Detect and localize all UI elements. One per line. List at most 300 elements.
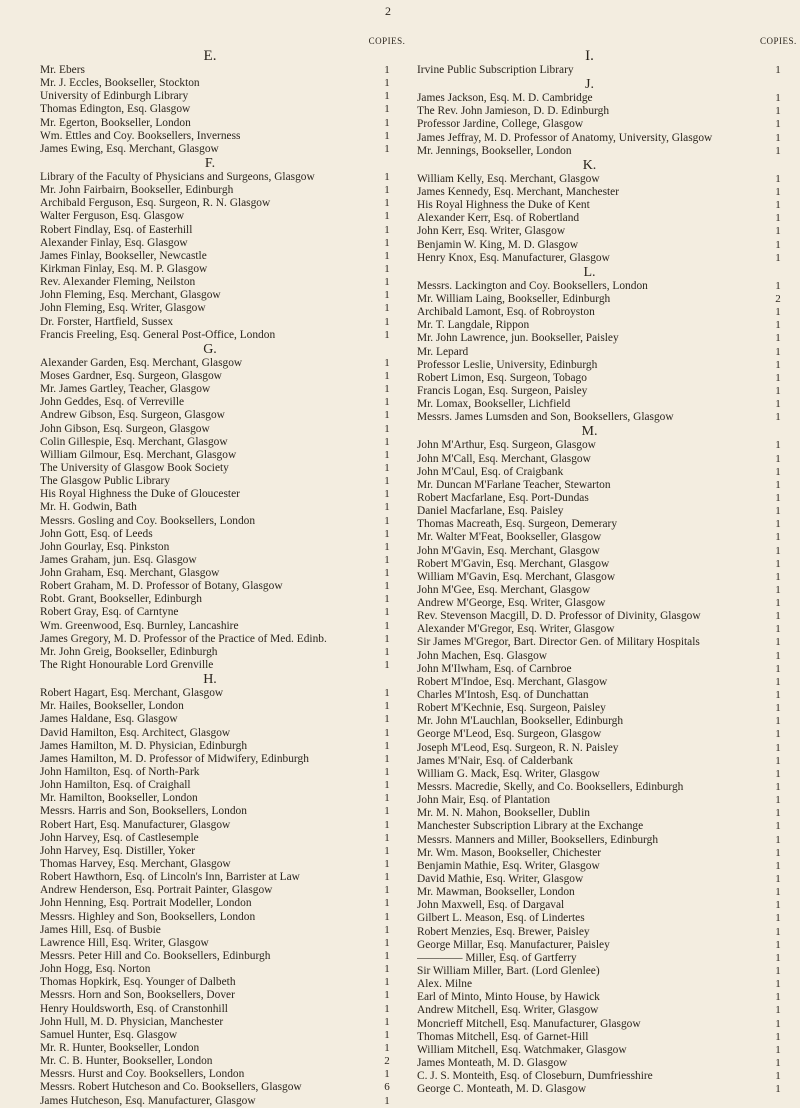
copies-count: 1 (775, 807, 781, 820)
copies-count: 1 (775, 610, 781, 623)
copies-count: 1 (775, 886, 781, 899)
subscriber-name: Henry Houldsworth, Esq. of Cranstonhill (40, 1002, 228, 1015)
copies-count: 1 (775, 92, 781, 105)
subscriber-name: Mr. J. Eccles, Bookseller, Stockton (40, 77, 200, 90)
copies-count: 1 (384, 262, 390, 275)
subscriber-name: Daniel Macfarlane, Esq. Paisley (417, 505, 564, 518)
copies-count: 1 (384, 923, 390, 936)
copies-count: 1 (384, 606, 390, 619)
subscriber-name: Professor Jardine, College, Glasgow (417, 118, 584, 131)
copies-count: 1 (775, 794, 781, 807)
subscriber-name: Library of the Faculty of Physicians and Surgeons, Glasgow (40, 170, 315, 183)
subscriber-name: Thomas Macreath, Esq. Surgeon, Demerary (417, 518, 618, 531)
subscriber-name: John Harvey, Esq. Distiller, Yoker (40, 844, 196, 857)
copies-count: 1 (775, 675, 781, 688)
subscriber-name: Robert Graham, M. D. Professor of Botany, Glasgow (40, 580, 283, 593)
copies-count: 1 (775, 358, 781, 371)
subscriber-name: John Mair, Esq. of Plantation (417, 794, 551, 807)
subscriber-name: Sir William Miller, Bart. (Lord Glenlee) (417, 965, 600, 977)
copies-count: 1 (775, 518, 781, 531)
subscriber-name: William Gilmour, Esq. Merchant, Glasgow (40, 448, 237, 461)
subscriber-name: Archibald Ferguson, Esq. Surgeon, R. N. Glasgow (40, 197, 271, 210)
subscriber-name: Alexander M'Gregor, Esq. Writer, Glasgow (417, 623, 615, 636)
subscriber-name: Kirkman Finlay, Esq. M. P. Glasgow (40, 262, 208, 275)
subscriber-name: James Hamilton, M. D. Professor of Midwifery, Edinburgh (40, 752, 309, 765)
subscriber-name: Messrs. James Lumsden and Son, Booksellers, Glasgow (417, 411, 674, 424)
subscriber-name: Samuel Hunter, Esq. Glasgow (40, 1028, 178, 1041)
copies-count: 1 (775, 597, 781, 610)
copies-count: 1 (775, 899, 781, 912)
copies-count: 1 (384, 302, 390, 315)
copies-count: 1 (384, 553, 390, 566)
subscriber-name: University of Edinburgh Library (40, 90, 189, 103)
copies-count: 1 (384, 580, 390, 593)
copies-count: 1 (775, 1017, 781, 1030)
section-letter: I. (585, 48, 594, 64)
subscriber-name: Alexander Garden, Esq. Merchant, Glasgow (40, 356, 243, 369)
copies-count: 1 (775, 319, 781, 332)
subscriber-name: Charles M'Intosh, Esq. of Dunchattan (417, 689, 589, 702)
subscriber-name: Robert Hart, Esq. Manufacturer, Glasgow (40, 818, 231, 831)
section-letter: F. (204, 155, 216, 171)
copies-count: 1 (775, 225, 781, 238)
copies-count: 1 (384, 1028, 390, 1041)
subscriber-name: James Finlay, Bookseller, Newcastle (40, 249, 207, 262)
subscriber-name: James Jeffray, M. D. Professor of Anatomy, University, Glasgow (417, 131, 713, 144)
copies-count: 1 (775, 1070, 781, 1083)
subscriber-name: Benjamin W. King, M. D. Glasgow (417, 238, 579, 251)
subscriber-name: Rev. Alexander Fleming, Neilston (40, 276, 196, 289)
copies-count: 1 (775, 715, 781, 728)
subscriber-name: Benjamin Mathie, Esq. Writer, Glasgow (417, 859, 600, 872)
subscriber-name: John M'Arthur, Esq. Surgeon, Glasgow (417, 439, 596, 452)
copies-count: 1 (384, 170, 390, 183)
subscriber-name: Andrew M'George, Esq. Writer, Glasgow (417, 597, 606, 610)
subscriber-name: David Mathie, Esq. Writer, Glasgow (417, 873, 584, 886)
section-letter: E. (203, 48, 217, 64)
subscriber-name: James Hutcheson, Esq. Manufacturer, Glasgow (40, 1094, 256, 1107)
subscriber-name: The University of Glasgow Book Society (40, 461, 229, 474)
copies-count: 1 (384, 435, 390, 448)
copies-count: 1 (384, 1002, 390, 1015)
copies-count: 1 (384, 475, 390, 488)
subscriber-name: Earl of Minto, Minto House, by Hawick (417, 991, 600, 1004)
subscriber-name: James M'Nair, Esq. of Calderbank (417, 754, 573, 767)
copies-count: 1 (384, 910, 390, 923)
copies-header: COPIES. (368, 36, 406, 46)
subscriber-name: The Rev. John Jamieson, D. D. Edinburgh (417, 105, 610, 118)
copies-count: 1 (384, 1015, 390, 1028)
copies-count: 1 (384, 844, 390, 857)
copies-count: 1 (775, 491, 781, 504)
left-copies-column (362, 34, 412, 1108)
subscriber-name: C. J. S. Monteith, Esq. of Closeburn, Dumfriesshire (417, 1070, 653, 1083)
copies-count: 1 (384, 1041, 390, 1054)
subscriber-name: William M'Gavin, Esq. Merchant, Glasgow (417, 570, 616, 583)
subscriber-name: Mr. Mawman, Bookseller, London (417, 886, 575, 899)
subscriber-name: Moses Gardner, Esq. Surgeon, Glasgow (40, 369, 222, 382)
subscriber-name: Francis Logan, Esq. Surgeon, Paisley (417, 384, 588, 397)
subscriber-name: The Glasgow Public Library (40, 475, 171, 488)
subscriber-name: Messrs. Hurst and Coy. Booksellers, London (40, 1068, 245, 1081)
copies-count: 1 (775, 439, 781, 452)
subscriber-name: Messrs. Lackington and Coy. Booksellers, London (417, 279, 648, 292)
subscriber-name: James Graham, jun. Esq. Glasgow (40, 553, 197, 566)
subscriber-name: Robert Hawthorn, Esq. of Lincoln's Inn, Barrister at Law (40, 871, 300, 884)
copies-count: 1 (775, 238, 781, 251)
subscriber-name: Messrs. Peter Hill and Co. Booksellers, Edinburgh (40, 950, 271, 962)
subscriber-name: Alexander Kerr, Esq. of Robertland (417, 212, 580, 225)
subscriber-name: Colin Gillespie, Esq. Merchant, Glasgow (40, 435, 228, 448)
subscriber-name: Robert M'Indoe, Esq. Merchant, Glasgow (417, 675, 608, 688)
copies-count: 1 (384, 142, 390, 155)
subscriber-name: Mr. C. B. Hunter, Bookseller, London (40, 1055, 213, 1068)
subscriber-name: Joseph M'Leod, Esq. Surgeon, R. N. Paisley (417, 741, 619, 754)
copies-count: 1 (384, 779, 390, 792)
subscriber-name: James Kennedy, Esq. Merchant, Manchester (417, 185, 620, 198)
subscriber-name: William Mitchell, Esq. Watchmaker, Glasgow (417, 1043, 627, 1056)
subscriber-name: Wm. Ettles and Coy. Booksellers, Inverness (40, 129, 241, 142)
subscriber-name: Mr. Wm. Mason, Bookseller, Chichester (417, 846, 602, 859)
section-letter: J. (585, 77, 594, 93)
copies-count: 1 (384, 276, 390, 289)
copies-count: 1 (775, 531, 781, 544)
subscriber-name: Archibald Lamont, Esq. of Robroyston (417, 306, 595, 319)
subscriber-name: Dr. Forster, Hartfield, Sussex (40, 315, 174, 328)
subscriber-name: Walter Ferguson, Esq. Glasgow (40, 210, 185, 223)
copies-count: 2 (775, 292, 781, 305)
subscriber-name: Robert M'Gavin, Esq. Merchant, Glasgow (417, 557, 610, 570)
subscriber-name: Lawrence Hill, Esq. Writer, Glasgow (40, 936, 209, 949)
subscriber-name: Mr. Duncan M'Farlane Teacher, Stewarton (417, 478, 611, 491)
copies-count: 1 (775, 754, 781, 767)
copies-count: 1 (775, 505, 781, 518)
subscriber-name: Mr. Lepard (417, 345, 469, 358)
copies-count: 1 (775, 345, 781, 358)
subscriber-name: George C. Monteath, M. D. Glasgow (417, 1083, 587, 1096)
right-names-column (417, 34, 762, 1096)
subscriber-name: Mr. Egerton, Bookseller, London (40, 116, 191, 129)
copies-header: COPIES. (760, 36, 797, 46)
subscriber-name: Mr. H. Godwin, Bath (40, 501, 137, 514)
copies-count: 1 (775, 662, 781, 675)
subscriber-name: John Hamilton, Esq. of Craighall (40, 779, 191, 792)
subscriber-name: John Harvey, Esq. of Castlesemple (40, 831, 199, 844)
copies-count: 1 (384, 328, 390, 341)
copies-count: 1 (384, 184, 390, 197)
subscriber-name: Andrew Henderson, Esq. Portrait Painter, Glasgow (40, 884, 273, 897)
copies-count: 1 (384, 659, 390, 672)
subscriber-name: Mr. Ebers (40, 64, 85, 76)
subscriber-name: Messrs. Macredie, Skelly, and Co. Booksellers, Edinburgh (417, 781, 684, 794)
page-number: 2 (385, 4, 391, 18)
right-copies-column (760, 34, 796, 1096)
copies-count: 1 (384, 488, 390, 501)
subscriber-name: David Hamilton, Esq. Architect, Glasgow (40, 726, 231, 739)
subscriber-name: Robert Menzies, Esq. Brewer, Paisley (417, 925, 590, 938)
copies-count: 1 (384, 77, 390, 90)
copies-count: 1 (384, 963, 390, 976)
copies-count: 1 (775, 172, 781, 185)
copies-count: 1 (384, 461, 390, 474)
copies-count: 1 (775, 212, 781, 225)
copies-count: 6 (384, 1081, 390, 1094)
subscriber-name: Robert Limon, Esq. Surgeon, Tobago (417, 371, 587, 384)
copies-count: 1 (384, 884, 390, 897)
copies-count: 1 (775, 1056, 781, 1069)
subscriber-name: John Gourlay, Esq. Pinkston (40, 540, 170, 553)
copies-count: 1 (384, 645, 390, 658)
copies-count: 1 (384, 514, 390, 527)
copies-count: 1 (775, 951, 781, 964)
subscriber-name: Mr. T. Langdale, Rippon (417, 319, 530, 332)
copies-count: 1 (384, 448, 390, 461)
copies-count: 1 (775, 185, 781, 198)
section-letter: M. (581, 424, 598, 440)
subscriber-name: George M'Leod, Esq. Surgeon, Glasgow (417, 728, 602, 741)
copies-count: 1 (384, 396, 390, 409)
subscriber-name: James Ewing, Esq. Merchant, Glasgow (40, 142, 219, 155)
subscriber-name: Mr. John Lawrence, jun. Bookseller, Paisley (417, 332, 619, 345)
copies-count: 1 (775, 411, 781, 424)
subscriber-name: John Gott, Esq. of Leeds (40, 527, 153, 540)
copies-count: 1 (775, 912, 781, 925)
subscriber-name: ———— Miller, Esq. of Gartferry (417, 951, 577, 964)
subscriber-name: John M'Ilwham, Esq. of Carnbroe (417, 662, 572, 675)
copies-count: 1 (384, 713, 390, 726)
copies-count: 1 (775, 306, 781, 319)
subscriber-name: John Geddes, Esq. of Verreville (40, 396, 185, 409)
subscriber-name: John Gibson, Esq. Surgeon, Glasgow (40, 422, 210, 435)
copies-count: 1 (384, 315, 390, 328)
subscriber-name: Messrs. Manners and Miller, Booksellers, Edinburgh (417, 833, 659, 846)
copies-count: 1 (384, 726, 390, 739)
subscriber-name: Robert M'Kechnie, Esq. Surgeon, Paisley (417, 702, 606, 715)
copies-count: 1 (775, 623, 781, 636)
copies-count: 1 (384, 632, 390, 645)
section-letter: L. (583, 264, 596, 280)
copies-count: 1 (775, 1083, 781, 1096)
copies-count: 1 (775, 741, 781, 754)
copies-count: 1 (384, 619, 390, 632)
copies-count: 1 (384, 64, 390, 76)
subscriber-name: Wm. Greenwood, Esq. Burnley, Lancashire (40, 619, 239, 632)
subscriber-name: John M'Call, Esq. Merchant, Glasgow (417, 452, 591, 465)
subscriber-name: John M'Gee, Esq. Merchant, Glasgow (417, 583, 591, 596)
subscriber-name: Irvine Public Subscription Library (417, 64, 574, 76)
subscriber-name: Robert Macfarlane, Esq. Port-Dundas (417, 491, 589, 504)
copies-count: 1 (384, 752, 390, 765)
subscriber-name: Robert Findlay, Esq. of Easterhill (40, 223, 193, 236)
subscriber-name: Mr. Hailes, Bookseller, London (40, 700, 184, 713)
subscriber-name: Gilbert L. Meason, Esq. of Lindertes (417, 912, 585, 925)
copies-count: 1 (775, 371, 781, 384)
subscriber-name: Francis Freeling, Esq. General Post-Office, London (40, 328, 276, 341)
subscriber-name: James Jackson, Esq. M. D. Cambridge (417, 92, 593, 105)
subscriber-name: Alex. Milne (417, 978, 473, 991)
copies-count: 1 (775, 833, 781, 846)
copies-count: 1 (775, 636, 781, 649)
copies-count: 1 (384, 236, 390, 249)
copies-count: 1 (384, 249, 390, 262)
copies-count: 1 (384, 831, 390, 844)
copies-count: 1 (775, 873, 781, 886)
copies-count: 1 (775, 105, 781, 118)
copies-count: 1 (384, 409, 390, 422)
subscriber-name: Messrs. Robert Hutcheson and Co. Booksellers, Glasgow (40, 1081, 302, 1094)
subscriber-name: John Kerr, Esq. Writer, Glasgow (417, 225, 566, 238)
subscriber-name: Mr. William Laing, Bookseller, Edinburgh (417, 292, 611, 305)
subscriber-name: John Hamilton, Esq. of North-Park (40, 766, 200, 779)
copies-count: 1 (384, 116, 390, 129)
copies-count: 1 (775, 846, 781, 859)
copies-count: 1 (775, 478, 781, 491)
copies-count: 1 (775, 781, 781, 794)
copies-count: 1 (775, 384, 781, 397)
copies-count: 1 (775, 702, 781, 715)
copies-count: 1 (384, 223, 390, 236)
subscriber-name: William G. Mack, Esq. Writer, Glasgow (417, 767, 600, 780)
copies-count: 1 (775, 279, 781, 292)
subscriber-name: John Graham, Esq. Merchant, Glasgow (40, 567, 220, 580)
subscriber-name: Andrew Gibson, Esq. Surgeon, Glasgow (40, 409, 225, 422)
copies-count: 1 (384, 1094, 390, 1107)
copies-count: 1 (775, 820, 781, 833)
subscriber-name: John M'Caul, Esq. of Craigbank (417, 465, 564, 478)
copies-count: 1 (384, 593, 390, 606)
copies-count: 1 (775, 144, 781, 157)
subscriber-name: The Right Honourable Lord Grenville (40, 659, 214, 672)
section-letter: K. (582, 157, 597, 173)
copies-count: 1 (384, 976, 390, 989)
subscriber-name: James Haldane, Esq. Glasgow (40, 713, 178, 726)
subscriber-name: Henry Knox, Esq. Manufacturer, Glasgow (417, 251, 610, 264)
copies-count: 1 (384, 858, 390, 871)
subscriber-name: Manchester Subscription Library at the Exchange (417, 820, 644, 833)
subscriber-name: Mr. Walter M'Feat, Bookseller, Glasgow (417, 531, 602, 544)
copies-count: 1 (384, 289, 390, 302)
copies-count: 1 (384, 501, 390, 514)
subscriber-name: Mr. Hamilton, Bookseller, London (40, 792, 198, 805)
copies-count: 1 (775, 965, 781, 977)
copies-count: 1 (384, 1068, 390, 1081)
subscriber-name: John Henning, Esq. Portrait Modeller, London (40, 897, 252, 910)
subscriber-name: John Hogg, Esq. Norton (40, 963, 151, 976)
copies-count: 1 (775, 1004, 781, 1017)
copies-count: 1 (775, 544, 781, 557)
subscriber-name: Andrew Mitchell, Esq. Writer, Glasgow (417, 1004, 599, 1017)
subscriber-name: Thomas Mitchell, Esq. of Garnet-Hill (417, 1030, 589, 1043)
subscriber-name: Mr. Jennings, Bookseller, London (417, 144, 572, 157)
copies-count: 1 (384, 527, 390, 540)
subscriber-name: Alexander Finlay, Esq. Glasgow (40, 236, 188, 249)
copies-count: 2 (384, 1055, 390, 1068)
copies-count: 1 (775, 557, 781, 570)
subscriber-name: James Hamilton, M. D. Physician, Edinburgh (40, 739, 248, 752)
subscriber-name: Messrs. Horn and Son, Booksellers, Dover (40, 989, 235, 1002)
copies-count: 1 (384, 103, 390, 116)
copies-count: 1 (775, 991, 781, 1004)
subscriber-name: Messrs. Gosling and Coy. Booksellers, London (40, 514, 256, 527)
copies-count: 1 (384, 936, 390, 949)
subscriber-name: Mr. James Gartley, Teacher, Glasgow (40, 383, 211, 396)
section-letter: G. (203, 341, 217, 357)
copies-count: 1 (384, 90, 390, 103)
subscriber-name: James Monteath, M. D. Glasgow (417, 1056, 568, 1069)
copies-count: 1 (775, 64, 781, 76)
section-letter: H. (203, 672, 217, 688)
copies-count: 1 (775, 251, 781, 264)
subscriber-name: Messrs. Highley and Son, Booksellers, London (40, 910, 256, 923)
copies-count: 1 (775, 938, 781, 951)
copies-count: 1 (384, 897, 390, 910)
subscriber-name: Rev. Stevenson Macgill, D. D. Professor of Divinity, Glasgow (417, 610, 701, 623)
copies-count: 1 (384, 700, 390, 713)
copies-count: 1 (775, 728, 781, 741)
copies-count: 1 (384, 197, 390, 210)
copies-count: 1 (384, 383, 390, 396)
copies-count: 1 (775, 978, 781, 991)
left-names-column (40, 34, 380, 1108)
subscriber-name: Thomas Hopkirk, Esq. Younger of Dalbeth (40, 976, 236, 989)
subscriber-name: Professor Leslie, University, Edinburgh (417, 358, 598, 371)
subscriber-name: George Millar, Esq. Manufacturer, Paisley (417, 938, 610, 951)
subscriber-name: His Royal Highness the Duke of Gloucester (40, 488, 240, 501)
copies-count: 1 (775, 570, 781, 583)
copies-count: 1 (384, 369, 390, 382)
subscriber-name: Sir James M'Gregor, Bart. Director Gen. of Military Hospitals (417, 636, 700, 649)
copies-count: 1 (775, 925, 781, 938)
subscriber-name: Mr. M. N. Mahon, Bookseller, Dublin (417, 807, 590, 820)
copies-count: 1 (384, 792, 390, 805)
subscriber-name: Mr. John Greig, Bookseller, Edinburgh (40, 645, 218, 658)
copies-count: 1 (775, 332, 781, 345)
subscriber-name: James Hill, Esq. of Busbie (40, 923, 161, 936)
copies-count: 1 (384, 871, 390, 884)
copies-count: 1 (384, 540, 390, 553)
copies-count: 1 (384, 129, 390, 142)
subscriber-name: His Royal Highness the Duke of Kent (417, 199, 590, 212)
copies-count: 1 (384, 422, 390, 435)
copies-count: 1 (384, 818, 390, 831)
subscriber-name: John Hull, M. D. Physician, Manchester (40, 1015, 224, 1028)
copies-count: 1 (775, 1043, 781, 1056)
copies-count: 1 (384, 567, 390, 580)
subscriber-name: Robert Hagart, Esq. Merchant, Glasgow (40, 687, 224, 700)
subscriber-name: Thomas Harvey, Esq. Merchant, Glasgow (40, 858, 231, 871)
subscriber-name: James Gregory, M. D. Professor of the Practice of Med. Edinb. (40, 632, 327, 645)
subscriber-name: John Fleming, Esq. Writer, Glasgow (40, 302, 206, 315)
subscriber-name: Moncrieff Mitchell, Esq. Manufacturer, Glasgow (417, 1017, 641, 1030)
copies-count: 1 (384, 739, 390, 752)
copies-count: 1 (775, 767, 781, 780)
subscriber-name: Robt. Grant, Bookseller, Edinburgh (40, 593, 202, 606)
copies-count: 1 (384, 805, 390, 818)
copies-count: 1 (775, 131, 781, 144)
copies-count: 1 (775, 398, 781, 411)
subscriber-name: John Machen, Esq. Glasgow (417, 649, 548, 662)
copies-count: 1 (384, 950, 390, 962)
copies-count: 1 (775, 859, 781, 872)
subscriber-name: Mr. Lomax, Bookseller, Lichfield (417, 398, 571, 411)
subscriber-name: John Fleming, Esq. Merchant, Glasgow (40, 289, 221, 302)
copies-count: 1 (775, 649, 781, 662)
subscriber-name: Messrs. Harris and Son, Booksellers, London (40, 805, 247, 818)
copies-count: 1 (384, 356, 390, 369)
subscriber-name: Mr. R. Hunter, Bookseller, London (40, 1041, 200, 1054)
subscriber-name: Thomas Edington, Esq. Glasgow (40, 103, 191, 116)
copies-count: 1 (775, 583, 781, 596)
